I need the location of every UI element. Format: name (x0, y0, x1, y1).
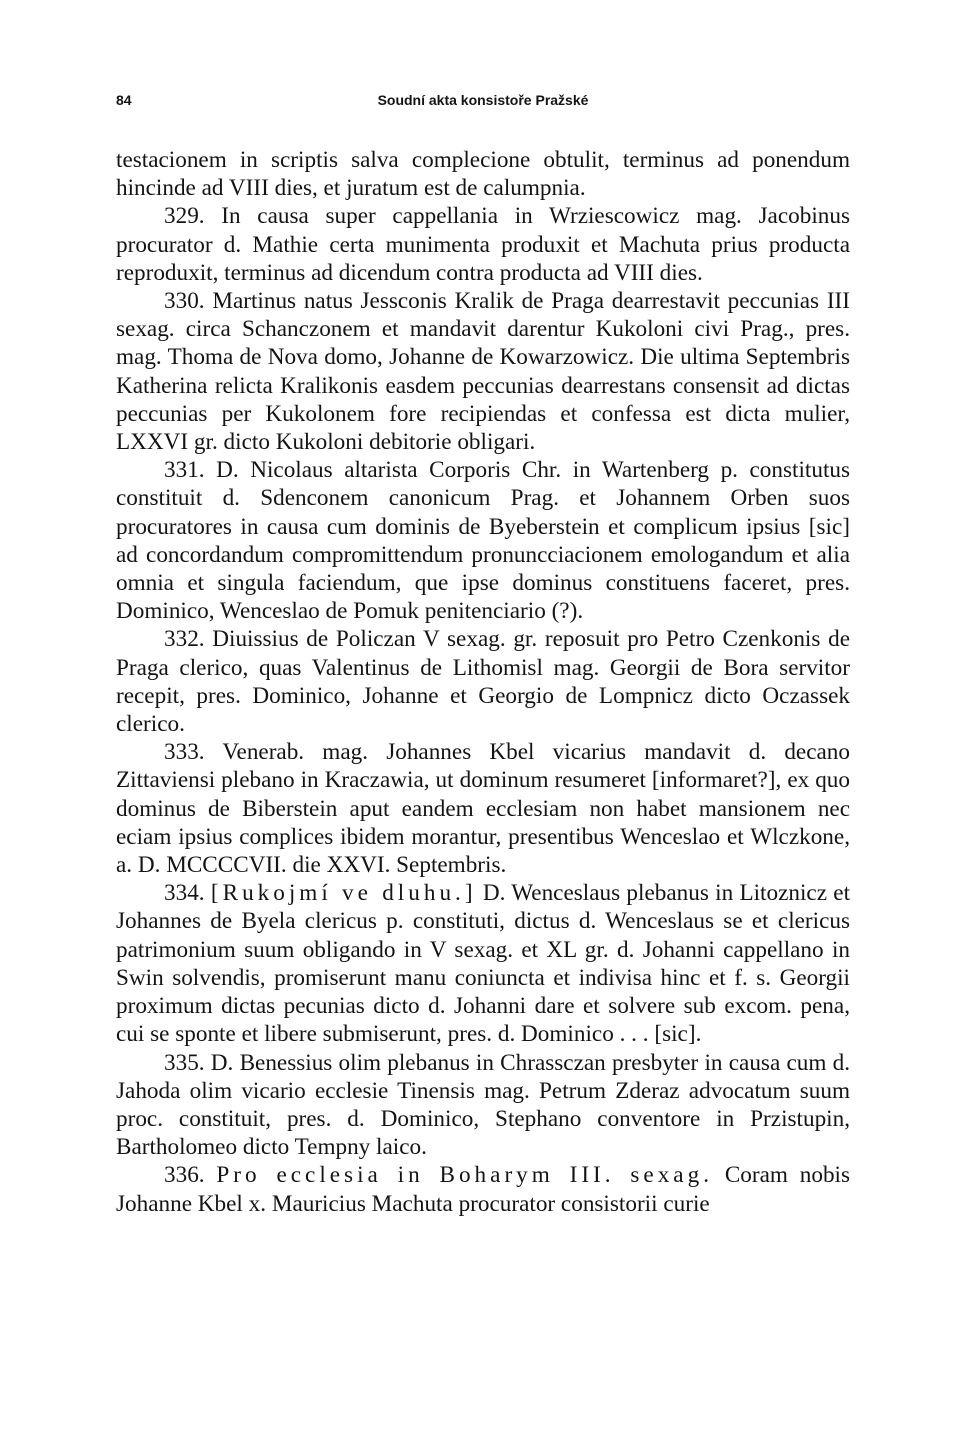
entry-334 (116, 879, 850, 1048)
running-title: Soudní akta konsistoře Pražské (377, 92, 589, 108)
entry-331: 331. D. Nicolaus altarista Corporis Chr. in Wartenberg p. constitutus constituit d. Sdenconem canonicum Prag. et Johannem Orben suos procuratores in causa cum dominis de Byeberstein et complicum ipsius [sic] ad concordandum compromittendum pronuncciacionem emologandum et alia omnia et singula faciendum, que ipse dominus constituens faceret, pres. Dominico, Wenceslao de Pomuk penitenciario (?). (116, 457, 850, 625)
entry-336 (116, 1161, 850, 1217)
paragraph-continuation: testacionem in scriptis salva complecione obtulit, terminus ad ponendum hincinde ad VIII dies, et juratum est de calumpnia. (116, 147, 850, 202)
entry-335: 335. D. Benessius olim plebanus in Chrassczan presbyter in causa cum d. Jahoda olim vicario ecclesie Tinensis mag. Petrum Zderaz advocatum suum proc. constituit, pres. d. Dominico, Stephano conventore in Przistupin, Bartholomeo dicto Tempny laico. (116, 1049, 850, 1161)
entry-number: 334. (164, 880, 205, 907)
entry-number: 336. (164, 1162, 205, 1189)
entry-329: 329. In causa super cappellania in Wrziescowicz mag. Jacobinus procurator d. Mathie certa munimenta produxit et Machuta prius producta reproduxit, terminus ad dicendum contra producta ad VIII dies. (116, 203, 850, 286)
entry-text: Coram nobis Johanne Kbel x. Mauricius Machuta procurator consistorii curie (116, 1162, 851, 1217)
entry-heading-spaced: Pro ecclesia in Boharym III. sexag. (216, 1162, 713, 1189)
entry-heading-spaced: [Rukojmí ve dluhu.] (210, 880, 477, 907)
entry-332: 332. Diuissius de Policzan V sexag. gr. reposuit pro Petro Czenkonis de Praga clerico, quas Valentinus de Lithomisl mag. Georgii de Bora servitor recepit, pres. Dominico, Johanne et Georgio de Lompnicz dicto Oczassek clerico. (116, 626, 850, 738)
entry-330: 330. Martinus natus Jessconis Kralik de Praga dearrestavit peccunias III sexag. circa Schanczonem et mandavit darentur Kukoloni civi Prag., pres. mag. Thoma de Nova domo, Johanne de Kowarzowicz. Die ultima Septembris Katherina relicta Kralikonis easdem peccunias dearrestans consensit ad dictas peccunias per Kukolonem fore recipiendas et confessa est dicta mulier, LXXVI gr. dicto Kukoloni debitorie obligari. (116, 288, 850, 456)
page-number: 84 (116, 92, 132, 108)
page-header (116, 92, 850, 116)
entry-333: 333. Venerab. mag. Johannes Kbel vicarius mandavit d. decano Zittaviensi plebano in Kraczawia, ut dominum resumeret [informaret?], ex quo dominus de Biberstein aput eandem ecclesiam non habet mansionem nec eciam ipsius complices ibidem morantur, presentibus Wenceslao et Wlczkone, a. D. MCCCCVII. die XXVI. Septembris. (116, 739, 850, 879)
entry-text: D. Wenceslaus plebanus in Litoznicz et Johannes de Byela clericus p. constituti, dictus d. Wenceslaus se et clericus patrimonium suum obligando in V sexag. et XL gr. d. Johanni cappellano in Swin solvendis, promiserunt manu coniuncta et indivisa hinc et f. s. Georgii proximum dictas pecunias dicto d. Johanni dare et solvere sub excom. pena, cui se sponte et libere submiserunt, pres. d. Dominico . . . [sic]. (116, 880, 851, 1048)
body-text (116, 146, 850, 1218)
